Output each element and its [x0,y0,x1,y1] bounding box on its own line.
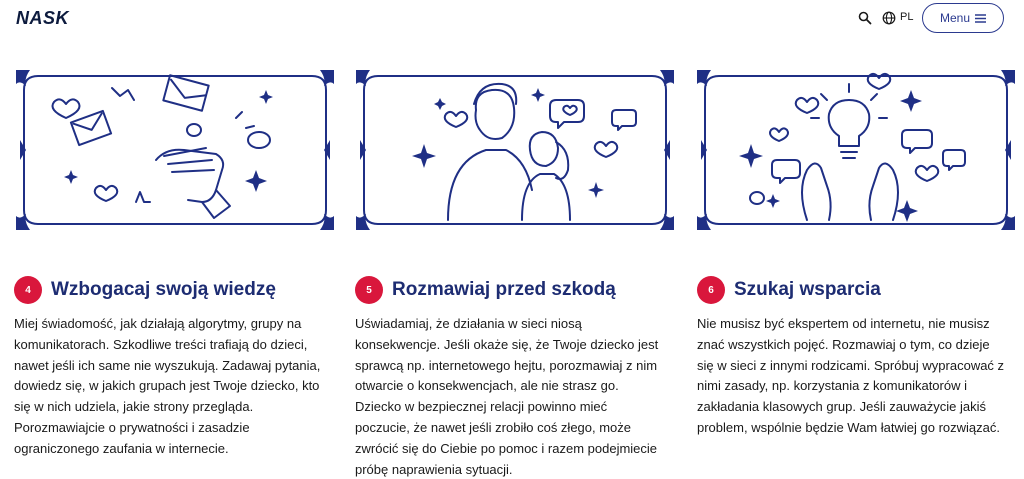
globe-icon[interactable] [882,11,896,25]
hamburger-icon [975,14,986,23]
nask-logo[interactable]: NASK [16,8,70,28]
knowledge-illustration [16,70,334,230]
step-title: Rozmawiaj przed szkodą [392,279,616,300]
step-number-badge: 4 [14,276,42,304]
conversation-illustration [356,70,674,230]
step-title: Wzbogacaj swoją wiedzę [51,279,276,300]
site-header [0,0,1024,38]
step-description: Nie musisz być ekspertem od internetu, nie musisz znać wszystkich pojęć. Rozmawiaj o tym, co dzieje się w sieci z innymi rodzicami. Spróbuj wypracować z nimi zasady, np. korzystania z komunikatorów i zakładania klasowych grup. Jeśli zauważycie jakiś problem, wspólnie będzie Wam łatwiej go rozwiązać. [697,316,1005,435]
step-number-badge: 5 [355,276,383,304]
step-heading-5 [355,276,616,304]
step-description: Miej świadomość, jak działają algorytmy, grupy na komunikatorach. Szkodliwe treści trafiają do dzieci, nawet jeśli ich same nie wyszukują. Zadawaj pytania, dowiedz się, w jakich grupach jest Twoje dziecko, kto się w nich udziela, jakie strony przegląda. Porozmawiajcie o prywatności i zasadzie ograniczonego zaufania w internecie. [14,316,321,456]
support-illustration [697,70,1015,230]
menu-button[interactable] [922,3,1004,33]
step-title: Szukaj wsparcia [734,279,881,300]
step-description: Uświadamiaj, że działania w sieci niosą konsekwencje. Jeśli okaże się, że Twoje dziecko jest sprawcą np. internetowego hejtu, porozmawiaj z nim otwarcie o konsekwencjach, ale nie strasz go. Dziecko w bezpiecznej relacji powinno mieć poczucie, że nawet jeśli zrobiło coś złego, może zwrócić się do Ciebie po pomoc i razem podejmiecie próbę naprawienia sytuacji. [355,316,659,477]
step-number-badge: 6 [697,276,725,304]
search-icon[interactable] [858,11,872,25]
menu-label: Menu [939,11,971,25]
step-heading-4 [14,276,276,304]
language-selector[interactable]: PL [900,11,914,23]
step-heading-6 [697,276,881,304]
